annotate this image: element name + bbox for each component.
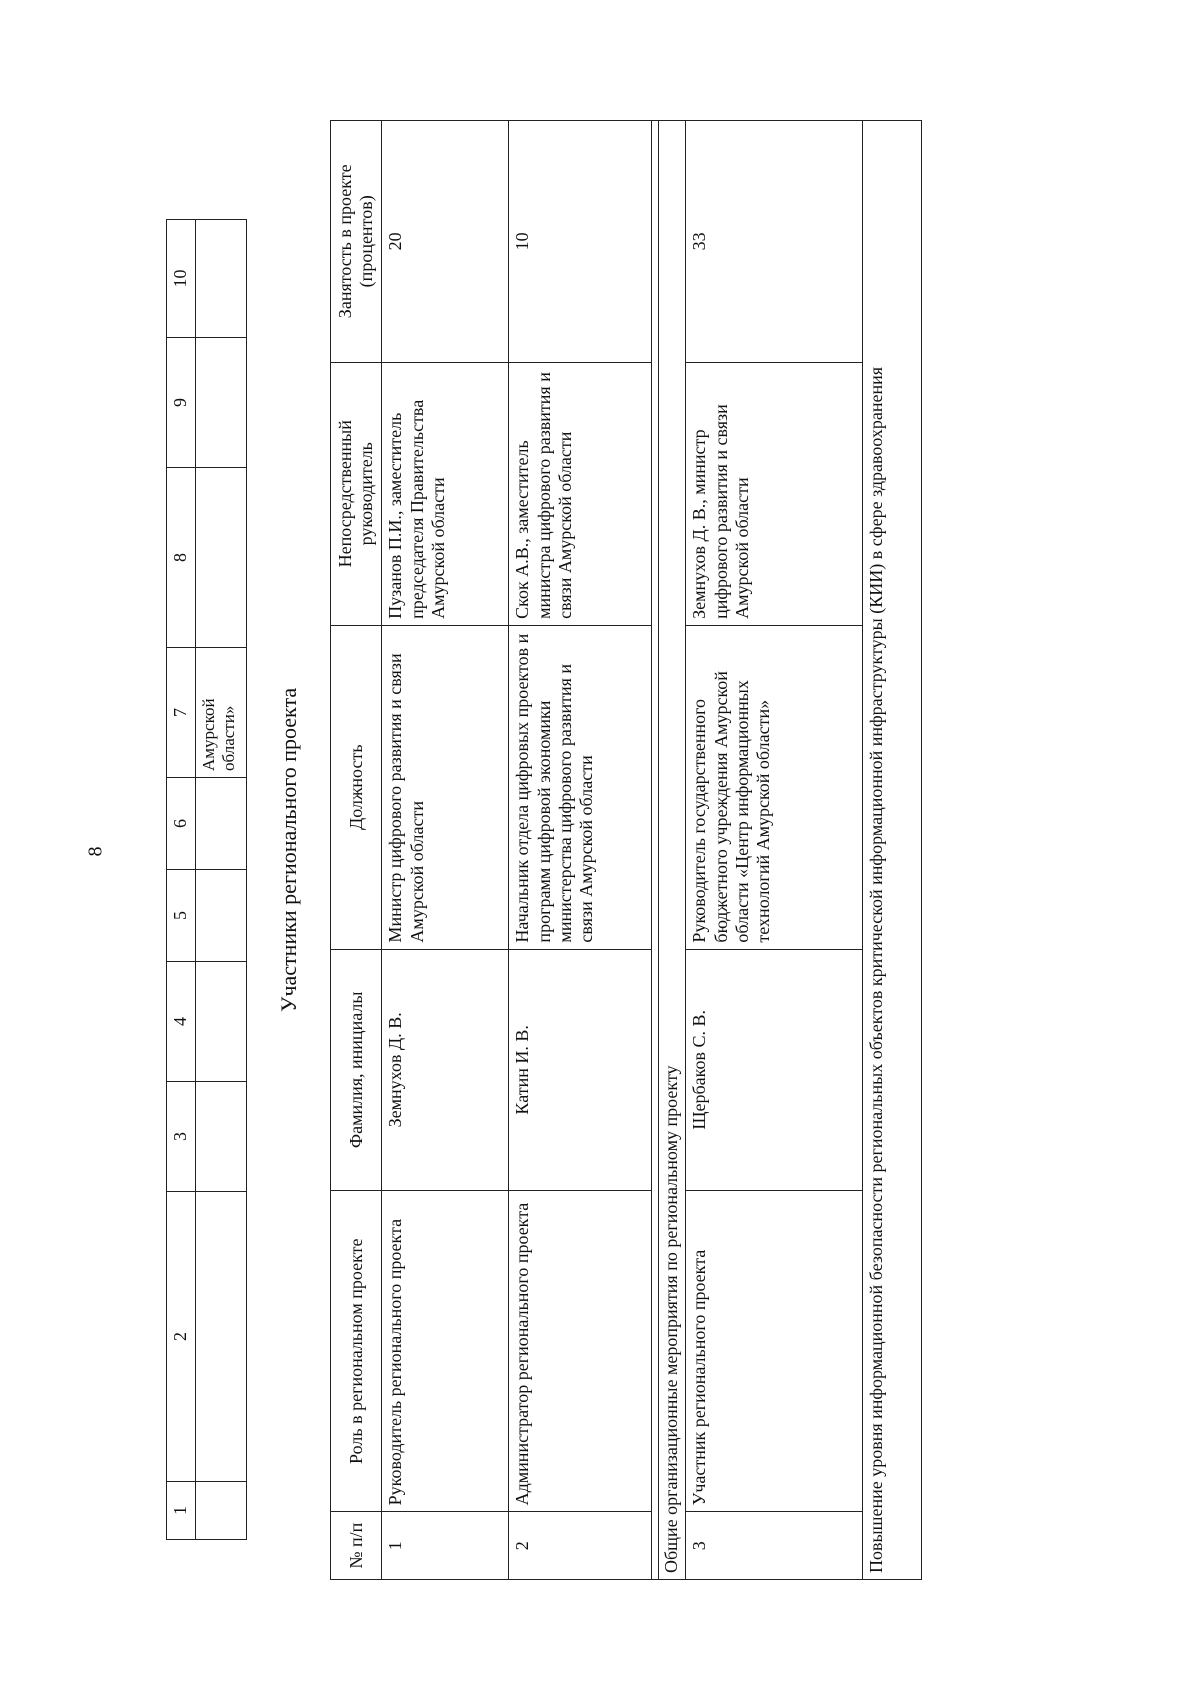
col-number: 4	[167, 962, 196, 1082]
continuation-header-row	[167, 220, 196, 1540]
spacer-cell	[652, 121, 659, 1580]
cell-role: Участник регионального проекта	[686, 1191, 863, 1512]
cell-position: Министр цифрового развития и связи Амурской области	[382, 625, 509, 949]
footer-text: Повышение уровня информационной безопасности региональных объектов критической информационной инфраструктуры (КИИ) в сфере здравоохранения	[863, 121, 922, 1580]
header-name: Фамилия, инициалы	[331, 949, 382, 1191]
footer-row	[863, 121, 922, 1580]
cell-num: 1	[382, 1512, 509, 1580]
section-row	[659, 121, 686, 1580]
col-number: 5	[167, 870, 196, 962]
cell-manager: Пузанов П.И., заместитель председателя Правительства Амурской области	[382, 362, 509, 625]
cell-position: Руководитель государственного бюджетного учреждения Амурской области «Центр информационных технологий Амурской области»	[686, 625, 863, 949]
table-cell	[196, 1192, 247, 1482]
table-cell	[196, 962, 247, 1082]
col-number: 6	[167, 778, 196, 870]
cell-position: Начальник отдела цифровых проектов и программ цифровой экономики министерства цифрового развития и связи Амурской области	[509, 625, 652, 949]
col-number: 8	[167, 468, 196, 648]
table-cell	[196, 1482, 247, 1540]
cell-role: Администратор регионального проекта	[509, 1191, 652, 1512]
table-cell	[196, 468, 247, 648]
col-number: 3	[167, 1082, 196, 1192]
table-row	[382, 121, 509, 1580]
spacer-row	[652, 121, 659, 1580]
table-cell	[196, 1082, 247, 1192]
table-cell: Амурской области»	[196, 648, 247, 778]
table-row	[509, 121, 652, 1580]
header-position: Должность	[331, 625, 382, 949]
cell-num: 2	[509, 1512, 652, 1580]
cell-manager: Земнухов Д. В., министр цифрового развития и связи Амурской области	[686, 362, 863, 625]
table-row	[686, 121, 863, 1580]
continuation-table	[166, 219, 247, 1540]
col-number: 9	[167, 338, 196, 468]
table-cell	[196, 338, 247, 468]
cell-load: 10	[509, 121, 652, 363]
participants-table	[330, 120, 922, 1580]
cell-role: Руководитель регионального проекта	[382, 1191, 509, 1512]
section-title: Участники регионального проекта	[276, 687, 301, 1013]
cell-load: 33	[686, 121, 863, 363]
table-cell	[196, 870, 247, 962]
col-number: 1	[167, 1482, 196, 1540]
table-header-row	[331, 121, 382, 1580]
landscape-content	[160, 100, 1160, 1600]
section-label: Общие организационные мероприятия по региональному проекту	[659, 121, 686, 1580]
header-role: Роль в региональном проекте	[331, 1191, 382, 1512]
cell-load: 20	[382, 121, 509, 363]
header-load: Занятость в проекте (процентов)	[331, 121, 382, 363]
header-num: № п/п	[331, 1512, 382, 1580]
col-number: 7	[167, 648, 196, 778]
cell-manager: Скок А.В., заместитель министра цифрового развития и связи Амурской области	[509, 362, 652, 625]
header-manager: Непосредственный руководитель	[331, 362, 382, 625]
cell-name: Щербаков С. В.	[686, 949, 863, 1191]
col-number: 2	[167, 1192, 196, 1482]
cell-name: Земнухов Д. В.	[382, 949, 509, 1191]
cell-name: Катин И. В.	[509, 949, 652, 1191]
col-number: 10	[167, 220, 196, 338]
cell-num: 3	[686, 1512, 863, 1580]
continuation-value-row	[196, 220, 247, 1540]
page-number: 8	[84, 846, 107, 857]
table-cell	[196, 778, 247, 870]
table-cell	[196, 220, 247, 338]
